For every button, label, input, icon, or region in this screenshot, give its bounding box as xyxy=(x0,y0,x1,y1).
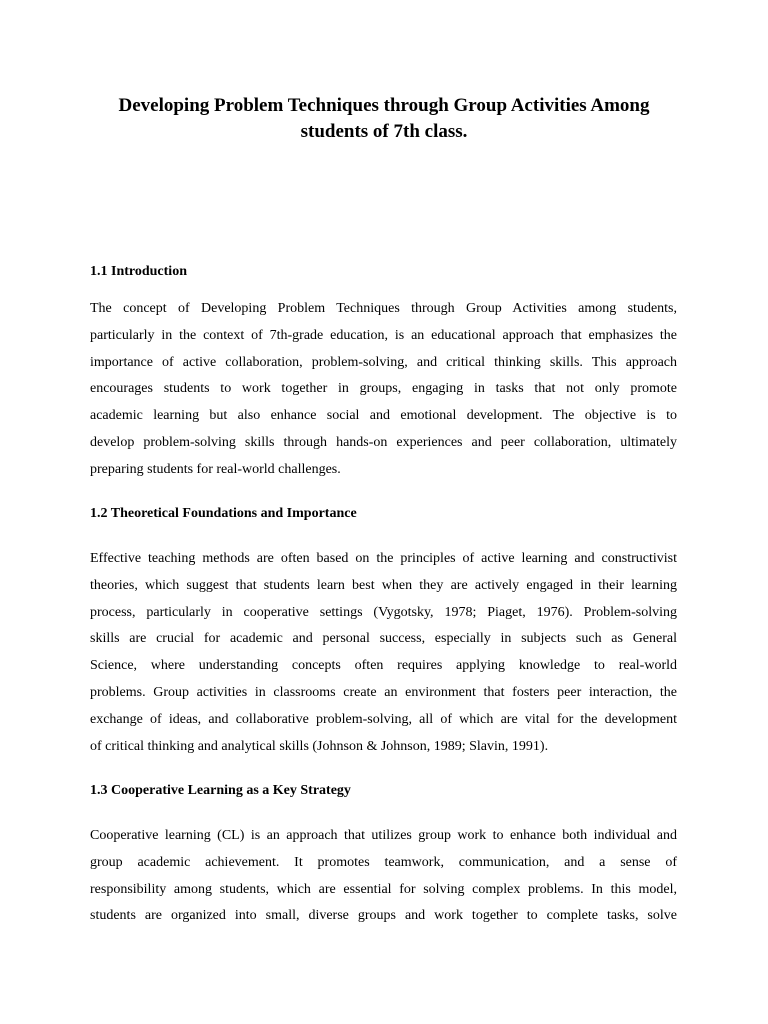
paragraph-line: problems. Group activities in classrooms create an environment that fosters peer interaction, the xyxy=(90,684,677,700)
title-line: Developing Problem Techniques through Group Activities Among xyxy=(118,95,650,116)
paragraph-line: Cooperative learning (CL) is an approach that utilizes group work to enhance both individual and xyxy=(90,828,677,843)
section-heading-cooperative-learning: 1.3 Cooperative Learning as a Key Strategy xyxy=(90,783,351,798)
section-paragraph-introduction xyxy=(90,296,677,484)
paragraph-line: The concept of Developing Problem Techniques through Group Activities among students, xyxy=(90,301,677,316)
section-paragraph-cooperative-learning xyxy=(90,823,677,930)
paragraph-line: theories, which suggest that students learn best when they are actively engaged in their learning xyxy=(90,577,677,593)
paragraph-line: academic learning but also enhance social and emotional development. The objective is to xyxy=(90,408,677,424)
paragraph-line: group academic achievement. It promotes teamwork, communication, and a sense of xyxy=(90,854,677,870)
section-paragraph-theoretical-foundations xyxy=(90,546,677,760)
title-line: students of 7th class. xyxy=(300,121,468,142)
paragraph-line: preparing students for real-world challenges. xyxy=(90,461,341,477)
paragraph-line: develop problem-solving skills through hands-on experiences and peer collaboration, ultimately xyxy=(90,434,677,450)
paragraph-line: particularly in the context of 7th-grade education, is an educational approach that emphasizes the xyxy=(90,327,677,343)
paragraph-line: importance of active collaboration, problem-solving, and critical thinking skills. This approach xyxy=(90,354,677,370)
paragraph-line: of critical thinking and analytical skills (Johnson & Johnson, 1989; Slavin, 1991). xyxy=(90,738,549,754)
paragraph-line: Effective teaching methods are often based on the principles of active learning and constructivist xyxy=(90,551,677,566)
document-title xyxy=(90,93,678,145)
section-heading-introduction: 1.1 Introduction xyxy=(90,264,187,279)
paragraph-line: students are organized into small, diverse groups and work together to complete tasks, solve xyxy=(90,908,677,924)
paragraph-line: exchange of ideas, and collaborative problem-solving, all of which are vital for the development xyxy=(90,711,677,727)
paragraph-line: responsibility among students, which are essential for solving complex problems. In this model, xyxy=(90,881,677,897)
paragraph-line: skills are crucial for academic and personal success, especially in subjects such as General xyxy=(90,631,677,647)
paragraph-line: process, particularly in cooperative settings (Vygotsky, 1978; Piaget, 1976). Problem-solving xyxy=(90,604,677,620)
section-heading-theoretical-foundations: 1.2 Theoretical Foundations and Importance xyxy=(90,506,357,521)
paragraph-line: Science, where understanding concepts often requires applying knowledge to real-world xyxy=(90,658,677,674)
paragraph-line: encourages students to work together in groups, engaging in tasks that not only promote xyxy=(90,381,677,397)
